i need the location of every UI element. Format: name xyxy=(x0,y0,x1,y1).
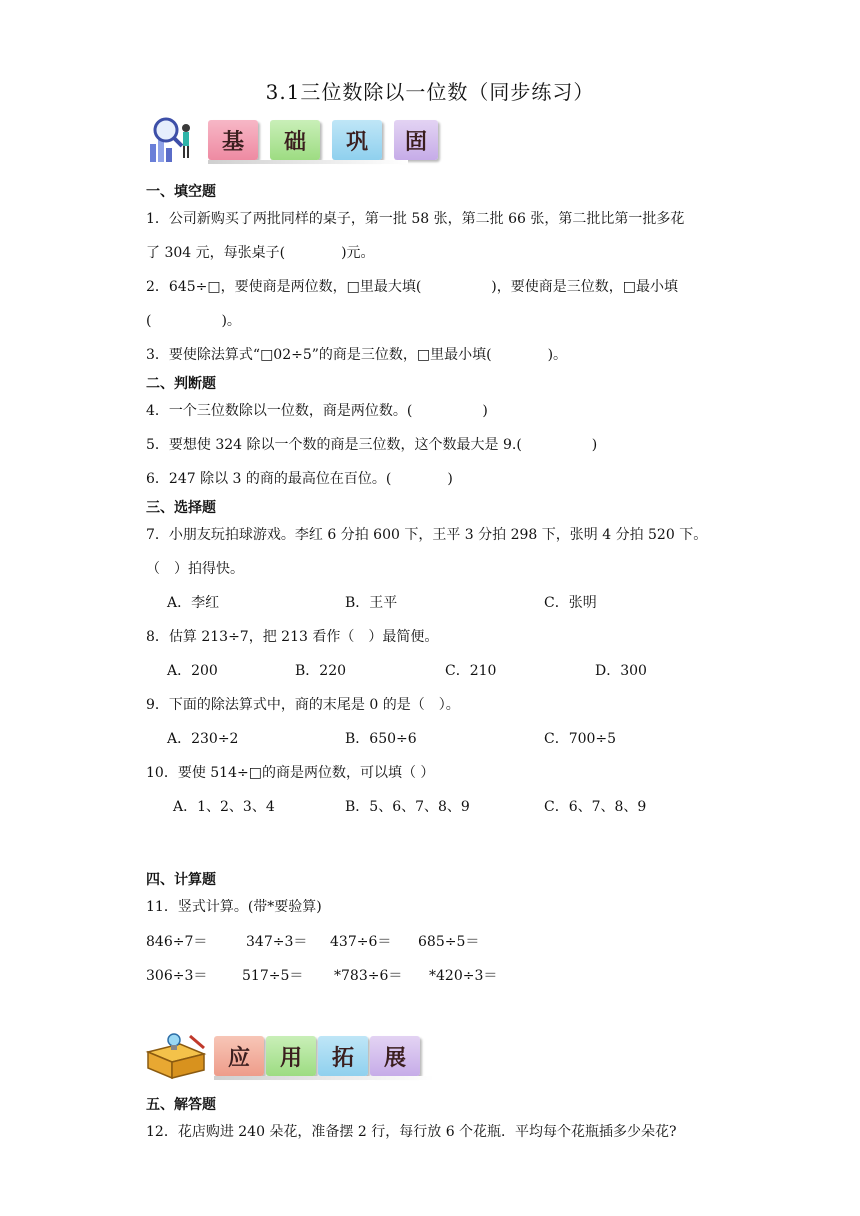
question-7-line-2: （ ）拍得快。 xyxy=(146,561,244,577)
question-5: 5．要想使 324 除以一个数的商是三位数，这个数最大是 9.( ) xyxy=(146,437,598,453)
banner2-tile-3: 拓 xyxy=(318,1036,368,1076)
banner-tile-2: 础 xyxy=(270,120,320,160)
question-9-option-b: B．650÷6 xyxy=(345,731,417,747)
question-7-line-1: 7．小朋友玩拍球游戏。李红 6 分拍 600 下，王平 3 分拍 298 下，张明 4 分拍 520 下。 xyxy=(146,527,708,543)
banner2-tile-2: 用 xyxy=(266,1036,316,1076)
banner-extension xyxy=(144,1030,434,1082)
calc-517-5: 517÷5＝ xyxy=(242,968,304,984)
question-7-option-a: A．李红 xyxy=(167,595,220,611)
banner2-tile-4: 展 xyxy=(370,1036,420,1076)
section-word-problem: 五、解答题 xyxy=(146,1097,216,1113)
banner-tile-3: 巩 xyxy=(332,120,382,160)
banner2-tile-1: 应 xyxy=(214,1036,264,1076)
section-calculation: 四、计算题 xyxy=(146,872,216,888)
question-9-option-c: C．700÷5 xyxy=(544,731,617,747)
question-4: 4．一个三位数除以一位数，商是两位数。( ) xyxy=(146,403,488,419)
question-8-option-a: A．200 xyxy=(167,663,218,679)
question-6: 6．247 除以 3 的商的最高位在百位。( ) xyxy=(146,471,453,487)
question-7-option-b: B．王平 xyxy=(345,595,398,611)
section-judgement: 二、判断题 xyxy=(146,376,216,392)
page-title: 3.1三位数除以一位数（同步练习） xyxy=(265,80,595,104)
question-8-option-d: D．300 xyxy=(595,663,647,679)
banner-tile-1: 基 xyxy=(208,120,258,160)
banner-shadow-bar xyxy=(208,160,408,164)
question-8-option-c: C．210 xyxy=(445,663,497,679)
section-fill-blank: 一、填空题 xyxy=(146,184,216,200)
question-10: 10．要使 514÷□的商是两位数，可以填（ ） xyxy=(146,765,435,781)
section-multiple-choice: 三、选择题 xyxy=(146,500,216,516)
calc-306-3: 306÷3＝ xyxy=(146,968,208,984)
calc-437-6: 437÷6＝ xyxy=(330,934,392,950)
banner-tile-4: 固 xyxy=(394,120,438,160)
calc-347-3: 347÷3＝ xyxy=(246,934,308,950)
calc-685-5: 685÷5＝ xyxy=(418,934,480,950)
question-1-line-1: 1．公司新购买了两批同样的桌子，第一批 58 张，第二批 66 张，第二批比第一批多花 xyxy=(146,211,685,227)
question-12: 12．花店购进 240 朵花，准备摆 2 行，每行放 6 个花瓶．平均每个花瓶插多少朵花? xyxy=(146,1124,677,1140)
toolbox-icon xyxy=(144,1030,208,1082)
banner-basic xyxy=(144,114,427,166)
question-10-option-a: A．1、2、3、4 xyxy=(173,799,275,815)
question-3: 3．要使除法算式“□02÷5”的商是三位数，□里最小填( )。 xyxy=(146,347,568,363)
question-2-line-1: 2．645÷□，要使商是两位数，□里最大填( )，要使商是三位数，□最小填 xyxy=(146,279,678,295)
calc-846-7: 846÷7＝ xyxy=(146,934,208,950)
magnifier-chart-icon xyxy=(144,114,202,166)
question-9-option-a: A．230÷2 xyxy=(167,731,239,747)
question-10-option-b: B．5、6、7、8、9 xyxy=(345,799,470,815)
calc-783-6: *783÷6＝ xyxy=(334,968,403,984)
question-1-line-2: 了 304 元，每张桌子( )元。 xyxy=(146,245,375,261)
question-11: 11．竖式计算。(带*要验算) xyxy=(146,899,322,915)
question-9: 9．下面的除法算式中，商的末尾是 0 的是（ ）。 xyxy=(146,697,460,713)
question-8-option-b: B．220 xyxy=(295,663,347,679)
calc-420-3: *420÷3＝ xyxy=(429,968,498,984)
question-2-line-2: ( )。 xyxy=(146,313,241,329)
question-10-option-c: C．6、7、8、9 xyxy=(544,799,647,815)
banner2-shadow-bar xyxy=(214,1076,434,1080)
question-8: 8．估算 213÷7，把 213 看作（ ）最简便。 xyxy=(146,629,439,645)
question-7-option-c: C．张明 xyxy=(544,595,597,611)
